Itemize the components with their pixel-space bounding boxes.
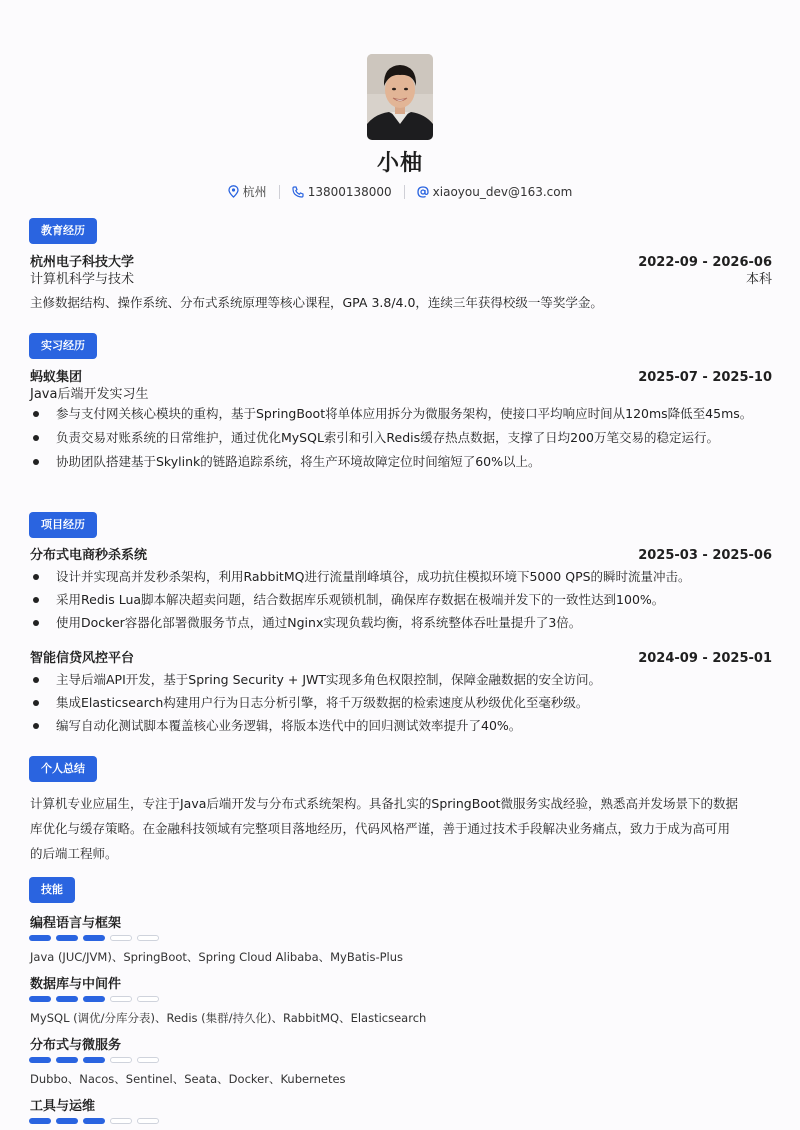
project-period: 2024-09 - 2025-01 xyxy=(638,651,772,666)
skill-dot-empty xyxy=(137,935,159,941)
section-tag-projects: 项目经历 xyxy=(29,512,97,538)
list-item: 负责交易对账系统的日常维护，通过优化MySQL索引和引入Redis缓存热点数据，支撑了日均200万笔交易的稳定运行。 xyxy=(30,427,772,449)
project-bullets xyxy=(30,566,772,634)
skill-dot-empty xyxy=(110,1057,132,1063)
skill-dot-filled xyxy=(29,1057,51,1063)
summary-line: 的后端工程师。 xyxy=(30,846,118,861)
skill-dot-filled xyxy=(29,1118,51,1124)
email-icon xyxy=(417,186,429,198)
school-name: 杭州电子科技大学 xyxy=(30,255,135,270)
skill-dot-empty xyxy=(110,935,132,941)
contact-email-text[interactable]: xiaoyou_dev@163.com xyxy=(432,184,573,199)
skill-dot-filled xyxy=(56,1057,78,1063)
skill-desc: Java (JUC/JVM)、SpringBoot、Spring Cloud Alibaba、MyBatis-Plus xyxy=(30,950,404,964)
company-name: 蚂蚁集团 xyxy=(30,370,83,385)
internship-period: 2025-07 - 2025-10 xyxy=(638,370,772,385)
contact-phone xyxy=(280,185,404,199)
skill-dot-empty xyxy=(137,1057,159,1063)
section-tag-internship: 实习经历 xyxy=(29,333,97,359)
skill-dot-filled xyxy=(83,935,105,941)
phone-icon xyxy=(292,186,304,198)
skill-dot-empty xyxy=(137,996,159,1002)
skill-desc: MySQL (调优/分库分表)、Redis (集群/持久化)、RabbitMQ、Elasticsearch xyxy=(30,1011,427,1025)
skill-level xyxy=(29,1057,159,1063)
contact-phone-text: 13800138000 xyxy=(307,184,392,199)
list-item: 设计并实现高并发秒杀架构，利用RabbitMQ进行流量削峰填谷，成功抗住模拟环境下5000 QPS的瞬时流量冲击。 xyxy=(30,566,772,588)
section-tag-education: 教育经历 xyxy=(29,218,97,244)
section-tag-skills: 技能 xyxy=(29,877,75,903)
project-name: 智能信贷风控平台 xyxy=(30,651,135,666)
project-bullets xyxy=(30,669,772,737)
list-item: 集成Elasticsearch构建用户行为日志分析引擎，将千万级数据的检索速度从秒级优化至毫秒级。 xyxy=(30,692,772,714)
skill-dot-filled xyxy=(56,1118,78,1124)
internship-bullets xyxy=(30,403,772,473)
major: 计算机科学与技术 xyxy=(30,272,135,287)
education-period: 2022-09 - 2026-06 xyxy=(638,255,772,270)
project-period: 2025-03 - 2025-06 xyxy=(638,548,772,563)
contact-bar xyxy=(0,183,800,200)
skill-level xyxy=(29,935,159,941)
project-header xyxy=(30,547,772,564)
contact-email xyxy=(405,185,585,199)
education-subheader xyxy=(30,271,772,288)
list-item: 编写自动化测试脚本覆盖核心业务逻辑，将版本迭代中的回归测试效率提升了40%。 xyxy=(30,715,772,737)
skill-dot-filled xyxy=(83,996,105,1002)
education-header xyxy=(30,254,772,271)
skill-dot-empty xyxy=(110,1118,132,1124)
location-icon xyxy=(228,185,239,198)
education-description: 主修数据结构、操作系统、分布式系统原理等核心课程，GPA 3.8/4.0，连续三年获得校级一等奖学金。 xyxy=(30,295,603,310)
skill-dot-filled xyxy=(29,996,51,1002)
project-name: 分布式电商秒杀系统 xyxy=(30,548,148,563)
skill-title: 数据库与中间件 xyxy=(30,977,122,992)
summary-line: 库优化与缓存策略。在金融科技领域有完整项目落地经历，代码风格严谨，善于通过技术手段解决业务痛点，致力于成为高可用 xyxy=(30,821,731,836)
candidate-name: 小柚 xyxy=(376,151,423,176)
skill-dot-filled xyxy=(56,996,78,1002)
skill-dot-filled xyxy=(56,935,78,941)
skill-dot-filled xyxy=(29,935,51,941)
profile-photo xyxy=(367,54,433,140)
skill-desc: Dubbo、Nacos、Sentinel、Seata、Docker、Kubernetes xyxy=(30,1072,346,1086)
summary-text xyxy=(30,791,772,866)
internship-role: Java后端开发实习生 xyxy=(30,387,149,402)
list-item: 使用Docker容器化部署微服务节点，通过Nginx实现负载均衡，将系统整体吞吐量提升了3倍。 xyxy=(30,612,772,634)
list-item: 主导后端API开发，基于Spring Security + JWT实现多角色权限控制，保障金融数据的安全访问。 xyxy=(30,669,772,691)
skill-dot-filled xyxy=(83,1118,105,1124)
project-header xyxy=(30,650,772,667)
skill-title: 工具与运维 xyxy=(30,1099,96,1114)
contact-location xyxy=(216,183,279,200)
skill-dot-empty xyxy=(110,996,132,1002)
skill-dot-filled xyxy=(83,1057,105,1063)
list-item: 参与支付网关核心模块的重构，基于SpringBoot将单体应用拆分为微服务架构，使接口平均响应时间从120ms降低至45ms。 xyxy=(30,403,772,425)
skill-level xyxy=(29,1118,159,1124)
skill-title: 编程语言与框架 xyxy=(30,916,122,931)
degree: 本科 xyxy=(745,272,772,287)
avatar xyxy=(367,54,433,140)
skill-level xyxy=(29,996,159,1002)
summary-line: 计算机专业应届生，专注于Java后端开发与分布式系统架构。具备扎实的SpringBoot微服务实战经验，熟悉高并发场景下的数据 xyxy=(30,796,739,811)
list-item: 协助团队搭建基于Skylink的链路追踪系统，将生产环境故障定位时间缩短了60%以上。 xyxy=(30,451,772,473)
list-item: 采用Redis Lua脚本解决超卖问题，结合数据库乐观锁机制，确保库存数据在极端并发下的一致性达到100%。 xyxy=(30,589,772,611)
internship-header xyxy=(30,369,772,386)
skill-dot-empty xyxy=(137,1118,159,1124)
section-tag-summary: 个人总结 xyxy=(29,756,97,782)
contact-location-text: 杭州 xyxy=(242,185,267,199)
skill-title: 分布式与微服务 xyxy=(30,1038,122,1053)
